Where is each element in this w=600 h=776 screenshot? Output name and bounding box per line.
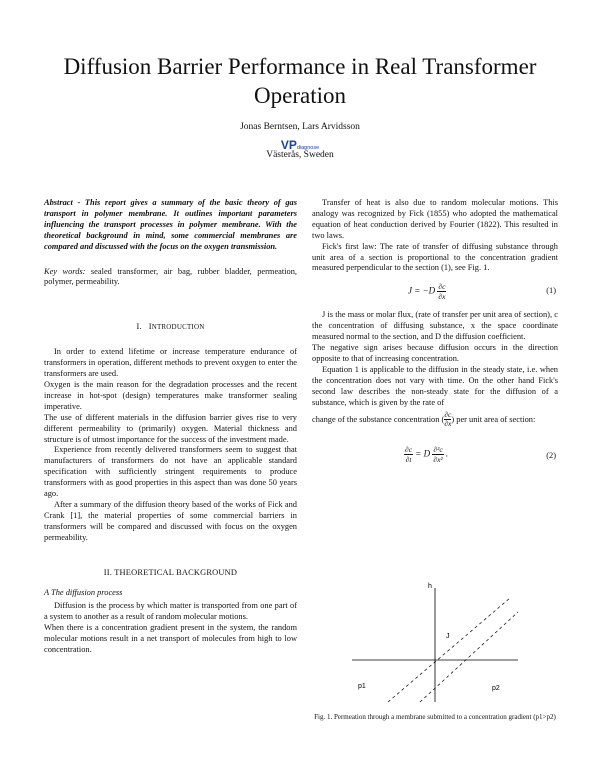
body-paragraph: The negative sign arises because diffusion occurs in the direction opposite to that of increasing concentration. xyxy=(312,343,558,363)
equation-1-lhs: J = −D xyxy=(408,285,436,296)
figure-1-caption: Fig. 1. Permeation through a membrane submitted to a concentration gradient (p1>p2) xyxy=(314,713,556,721)
body-paragraph: J is the mass or molar flux, (rate of transfer per unit area of section), c the concentration of diffusing substance, x the space coordinate measured normal to the section, and D the diffusion coefficient. xyxy=(312,310,558,342)
affiliation-city: Västerås, Sweden xyxy=(266,150,334,160)
equation-1-fraction: $\frac{\partial c}{\partial x}$ xyxy=(438,282,446,302)
keywords xyxy=(44,267,297,289)
figure-1-diagram xyxy=(350,576,520,706)
label-p1: p1 xyxy=(358,683,366,690)
authors: Jonas Berntsen, Lars Arvidsson xyxy=(240,122,360,132)
section-heading-introduction: I. INTRODUCTION xyxy=(136,322,205,332)
body-paragraph: Equation 1 is applicable to the diffusion in the steady state, i.e. when the concentration does not vary with time. On the other hand Fick's second law describes the non-steady state for the diffusion of a substance, which is given by the rate of xyxy=(312,364,558,407)
label-p2: p2 xyxy=(492,685,500,692)
vp-logo-subtext: diagnose xyxy=(296,145,320,151)
left-column xyxy=(44,198,297,656)
diffusion-paragraph: When there is a concentration gradient present in the system, the random molecular motions result in a net transport of molecules from high to low concentration. xyxy=(44,623,297,654)
keywords-text: sealed transformer, air bag, rubber bladder, permeation, polymer, permeability. xyxy=(44,266,297,287)
body-paragraph: Transfer of heat is also due to random molecular motions. This analogy was recognized by Fick (1855) who adopted the mathematical equation of heat conduction derived by Fourier (1822). This resulted in two laws. xyxy=(312,198,558,240)
intro-paragraph: Oxygen is the main reason for the degradation processes and the recent increase in hot-spot (design) temperatures make transformer sealing imperative. xyxy=(44,379,297,411)
intro-paragraph: In order to extend lifetime or increase temperature endurance of transformers in operation, different methods to prevent oxygen to enter the transformers are used. xyxy=(44,347,297,379)
body-paragraph-rate: change of the substance concentration ( $\frac{\partial c}{\partial x}$) per unit area of section: xyxy=(312,409,536,428)
label-h: h xyxy=(428,583,432,590)
subsection-heading: A The diffusion process xyxy=(44,588,123,598)
right-column xyxy=(312,198,558,477)
intro-paragraph: Experience from recently delivered transformers seem to suggest that manufacturers of transformers do not have an applicable standard specification with sufficiently stringent requirements to produce transformers with as good properties in this aspect than was done 50 years ago. xyxy=(44,445,297,499)
label-j: J xyxy=(446,633,450,640)
equation-2-number: (2) xyxy=(546,450,556,460)
paper-title: Diffusion Barrier Performance in Real Transformer Operation xyxy=(63,54,537,108)
abstract: Abstract - This report gives a summary of the basic theory of gas transport in polymer membrane. It outlines important parameters influencing the transport processes in polymer membrane. With the theoretical background in mind, some commercial membranes are compared and discussed with the focus on the oxygen transmission. xyxy=(44,198,297,251)
intro-paragraph: The use of different materials in the diffusion barrier gives rise to very different permeability to (primarily) oxygen. Material thickness and structure is of utmost importance for the success of the investment made. xyxy=(44,412,297,444)
vp-logo-text: VP xyxy=(280,138,297,152)
equation-2: $\frac{\partial c}{\partial t}$ = D $\frac{\text{∂²c}}{\text{∂x²}}$ . (2) xyxy=(405,444,556,464)
rate-fraction: $\frac{\partial c}{\partial x}$ xyxy=(444,409,452,428)
equation-1-number: (1) xyxy=(546,286,556,296)
section-heading-theory: II. THEORETICAL BACKGROUND xyxy=(103,567,238,577)
intro-paragraph: After a summary of the diffusion theory based of the works of Fick and Crank [1], the material properties of some commercial barriers in transformers will be compared and discussed with focus on the oxygen permeability. xyxy=(44,499,297,542)
keywords-label: Key words: xyxy=(44,266,86,276)
diffusion-paragraph: Diffusion is the process by which matter is transported from one part of a system to another as a result of random molecular motions. xyxy=(44,601,297,622)
body-paragraph: Fick's first law: The rate of transfer of diffusing substance through unit area of a section is proportional to the concentration gradient measured perpendicular to the section (1), see Fig. 1. xyxy=(312,241,558,273)
equation-1 xyxy=(312,280,558,302)
